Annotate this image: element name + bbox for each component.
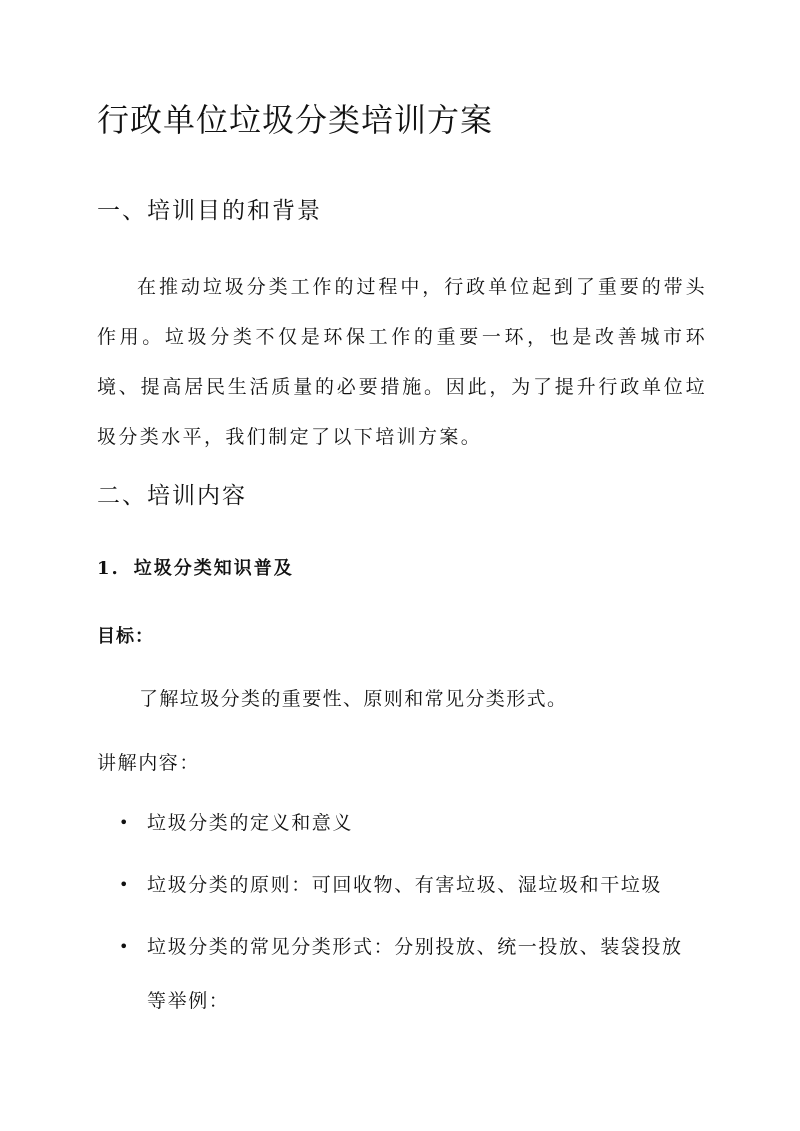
subsection-title: 垃圾分类知识普及 [133, 558, 294, 579]
subsection-heading [97, 554, 294, 580]
bullet-item [0, 870, 692, 900]
bullet-text: 垃圾分类的定义和意义 [147, 812, 354, 834]
bullet-dot-icon: • [119, 875, 131, 894]
bullet-item [0, 932, 692, 1028]
goal-text: 了解垃圾分类的重要性、原则和常见分类形式。 [139, 688, 568, 710]
bullet-text: 垃圾分类的常见分类形式：分别投放、统一投放、装袋投放等举例： [147, 936, 683, 1012]
bullet-text: 垃圾分类的原则：可回收物、有害垃圾、湿垃圾和干垃圾 [147, 874, 663, 896]
content-label: 讲解内容： [97, 752, 201, 774]
subsection-number: 1. [97, 558, 120, 579]
background-paragraph: 在推动垃圾分类工作的过程中，行政单位起到了重要的带头作用。垃圾分类不仅是环保工作的重要一环，也是改善城市环境、提高居民生活质量的必要措施。因此，为了提升行政单位垃圾分类水平，我们制定了以下培训方案。 [97, 276, 707, 448]
section-heading-purpose: 一、培训目的和背景 [97, 198, 322, 224]
document-title: 行政单位垃圾分类培训方案 [97, 101, 494, 139]
section-heading-content: 二、培训内容 [97, 483, 247, 509]
bullet-item [0, 808, 692, 838]
bullet-dot-icon: • [119, 937, 131, 956]
bullet-dot-icon: • [119, 813, 131, 832]
goal-label: 目标： [97, 626, 154, 647]
